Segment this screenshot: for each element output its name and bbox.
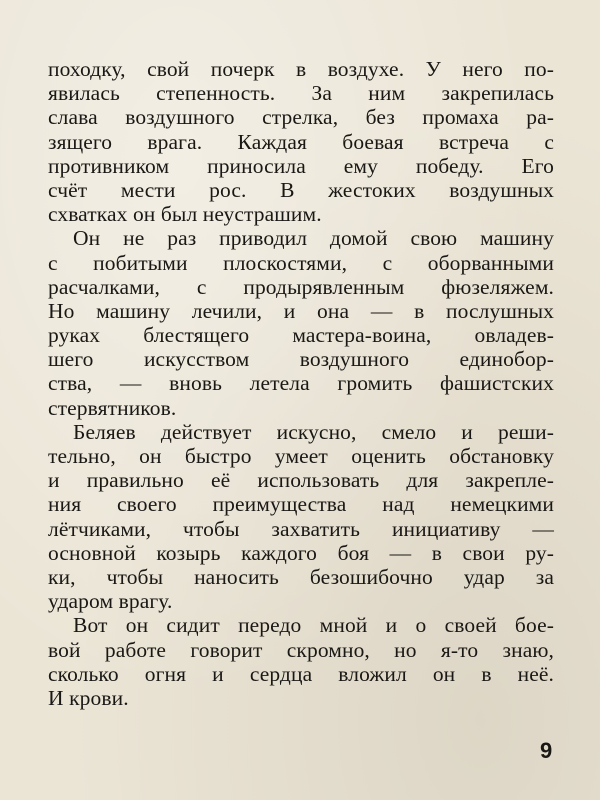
text-line: стервятников. [48,395,177,420]
text-line: И крови. [48,685,129,710]
text-line: с побитыми плоскостями, с оборванными [48,250,554,275]
text-line: счёт мести рос. В жестоких воздушных [48,177,554,202]
text-line: зящего врага. Каждая боевая встреча с [48,129,554,154]
body-text [48,57,554,710]
text-line: ства, — вновь летела громить фашистских [48,371,554,396]
text-line: Он не раз приводил домой свою машину [73,226,554,251]
text-line: ки, чтобы наносить безошибочно удар за [48,564,554,589]
text-line: схватках он был неустрашим. [48,202,322,227]
text-line: лётчиками, чтобы захватить инициативу — [48,516,554,541]
text-line: сколько огня и сердца вложил он в неё. [48,661,554,686]
text-line: противником приносила ему победу. Его [48,153,554,178]
text-line: походку, свой почерк в воздухе. У него по- [48,57,554,81]
text-line: Беляев действует искусно, смело и реши- [73,419,554,444]
text-line: ударом врагу. [48,589,173,614]
text-line: и правильно её использовать для закрепле- [48,468,554,493]
text-line: слава воздушного стрелка, без промаха ра- [48,105,554,130]
text-line: Но машину лечили, и она — в послушных [48,298,554,323]
page-number: 9 [540,738,553,763]
text-line: расчалками, с продырявленным фюзеляжем. [48,274,554,299]
text-line: шего искусством воздушного единобор- [48,347,554,372]
text-line: Вот он сидит передо мной и о своей бое- [73,613,554,638]
text-line: вой работе говорит скромно, но я-то знаю, [48,637,554,662]
text-line: ния своего преимущества над немецкими [48,492,554,517]
text-line: тельно, он быстро умеет оценить обстановку [48,444,554,468]
text-line: руках блестящего мастера-воина, овладев- [48,323,554,348]
text-line: основной козырь каждого боя — в свои ру- [48,540,554,565]
text-line: явилась степенность. За ним закрепилась [48,81,554,106]
